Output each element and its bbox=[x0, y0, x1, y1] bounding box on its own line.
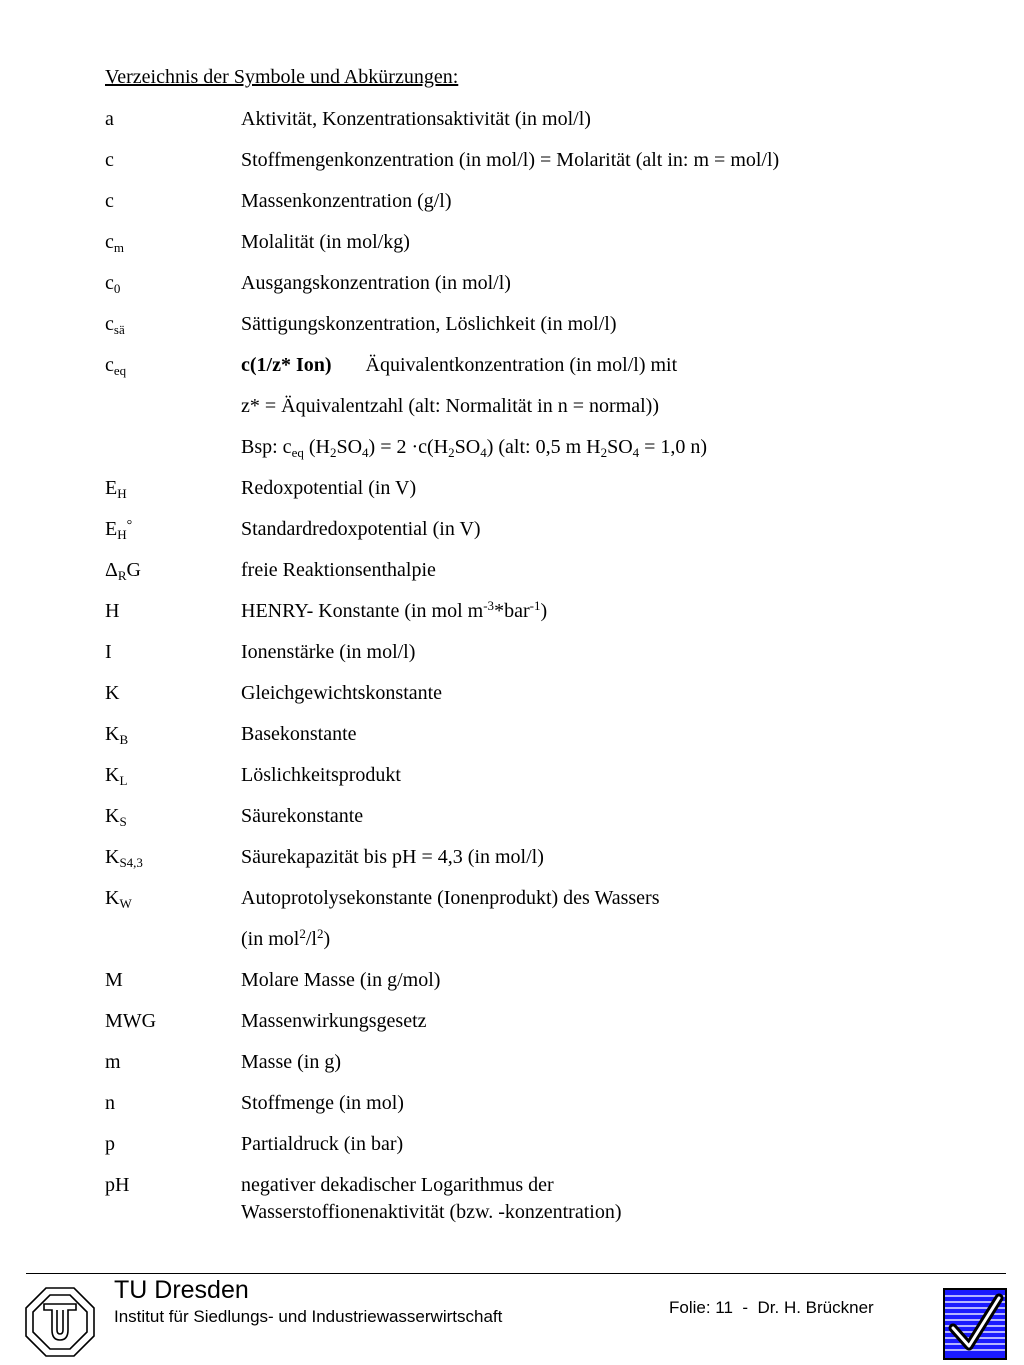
entry-symbol: MWG bbox=[105, 1010, 157, 1032]
entry-row bbox=[105, 475, 985, 502]
entry-symbol: $K_W$ bbox=[105, 887, 132, 911]
entry-description: Massenwirkungsgesetz bbox=[241, 1010, 427, 1032]
entry-symbol: m bbox=[105, 1051, 121, 1073]
entry-row bbox=[105, 762, 985, 789]
entry-description: z* = Äquivalentzahl (alt: Normalität in n = normal)) bbox=[241, 395, 659, 417]
page-heading: Verzeichnis der Symbole und Abkürzungen: bbox=[105, 66, 459, 88]
entry-description: Bsp: $c_{eq}$ $(H_2SO_4) = 2 \cdot c(H_2SO_4)$ (alt: 0,5 m $H_2SO_4 = 1,0$ n) bbox=[241, 436, 708, 460]
entry-description: Autoprotolysekonstante (Ionenprodukt) des Wassers bbox=[241, 887, 660, 909]
equivalent-notation: c(1/z* Ion) bbox=[241, 354, 332, 376]
entry-row bbox=[105, 1172, 985, 1199]
entry-symbol: a bbox=[105, 108, 114, 130]
entry-description: Standardredoxpotential (in V) bbox=[241, 518, 481, 540]
entry-continuation bbox=[105, 926, 985, 953]
entry-symbol: pH bbox=[105, 1174, 130, 1196]
entry-row bbox=[105, 803, 985, 830]
entry-row bbox=[105, 188, 985, 215]
entry-symbol: $c_0$ bbox=[105, 272, 121, 296]
entry-description: (in $mol^2/l^2$) bbox=[241, 926, 331, 950]
entry-row bbox=[105, 557, 985, 584]
entry-symbol: c bbox=[105, 190, 114, 212]
entry-row bbox=[105, 147, 985, 174]
entry-row bbox=[105, 680, 985, 707]
entry-row bbox=[105, 639, 985, 666]
entry-continuation bbox=[105, 1199, 985, 1226]
entry-row bbox=[105, 311, 985, 338]
entry-description: Massenkonzentration (g/l) bbox=[241, 190, 452, 212]
entry-symbol: M bbox=[105, 969, 123, 991]
entry-description: Stoffmenge (in mol) bbox=[241, 1092, 404, 1114]
footer-slide-info: Folie: 11 - Dr. H. Brückner bbox=[669, 1298, 874, 1317]
entry-row bbox=[105, 229, 985, 256]
entry-description: Basekonstante bbox=[241, 723, 357, 745]
entry-continuation bbox=[105, 434, 985, 461]
entry-description: Säurekonstante bbox=[241, 805, 364, 827]
entry-description: Wasserstoffionenaktivität (bzw. -konzentration) bbox=[241, 1201, 622, 1223]
entry-description: c(1/z* Ion) Äquivalentkonzentration (in mol/l) mit bbox=[241, 354, 678, 376]
entry-description: Molare Masse (in g/mol) bbox=[241, 969, 441, 991]
entry-description: HENRY- Konstante (in mol $m^{-3}*bar^{-1}$) bbox=[241, 598, 548, 622]
entry-symbol: $c_{sä}$ bbox=[105, 313, 125, 337]
entry-description: Redoxpotential (in V) bbox=[241, 477, 417, 499]
entry-row bbox=[105, 1049, 985, 1076]
entry-symbol: I bbox=[105, 641, 112, 663]
entry-row bbox=[105, 967, 985, 994]
entry-symbol: H bbox=[105, 600, 120, 622]
entry-row bbox=[105, 1090, 985, 1117]
entry-symbol: $K_B$ bbox=[105, 723, 129, 747]
entry-row bbox=[105, 1008, 985, 1035]
entry-description: Masse (in g) bbox=[241, 1051, 341, 1073]
entry-symbol: $E_H$ bbox=[105, 477, 127, 501]
entry-symbol: $K_L$ bbox=[105, 764, 128, 788]
entry-row bbox=[105, 721, 985, 748]
entry-symbol: $c_m$ bbox=[105, 231, 125, 255]
entry-row bbox=[105, 352, 985, 379]
entry-description: negativer dekadischer Logarithmus der bbox=[241, 1174, 554, 1196]
entry-symbol: $E_H^\circ$ bbox=[105, 518, 133, 542]
entry-description: Sättigungskonzentration, Löslichkeit (in mol/l) bbox=[241, 313, 617, 335]
tu-dresden-logo-icon bbox=[24, 1286, 96, 1358]
entry-row bbox=[105, 885, 985, 912]
entry-symbol: $K_S$ bbox=[105, 805, 127, 829]
entry-symbol: $\Delta_RG$ bbox=[105, 559, 141, 583]
entry-symbol: $c_{eq}$ bbox=[105, 354, 127, 378]
entry-description: Stoffmengenkonzentration (in mol/l) = Molarität (alt in: m = mol/l) bbox=[241, 149, 780, 171]
entry-description: Partialdruck (in bar) bbox=[241, 1133, 404, 1155]
footer-institute-name: Institut für Siedlungs- und Industriewasserwirtschaft bbox=[114, 1307, 503, 1326]
footer-university-name: TU Dresden bbox=[114, 1276, 249, 1304]
entry-description: Säurekapazität bis pH = 4,3 (in mol/l) bbox=[241, 846, 544, 868]
entry-description: Molalität (in mol/kg) bbox=[241, 231, 410, 253]
entry-description: Ausgangskonzentration (in mol/l) bbox=[241, 272, 511, 294]
entry-row bbox=[105, 516, 985, 543]
entry-row bbox=[105, 1131, 985, 1158]
entry-symbol: c bbox=[105, 149, 114, 171]
entry-symbol: n bbox=[105, 1092, 115, 1114]
entry-row bbox=[105, 270, 985, 297]
entry-description: Löslichkeitsprodukt bbox=[241, 764, 401, 786]
entry-description: freie Reaktionsenthalpie bbox=[241, 559, 436, 581]
checkmark-logo-icon bbox=[943, 1288, 1007, 1360]
entry-continuation bbox=[105, 393, 985, 420]
entry-symbol: $K_{S4,3}$ bbox=[105, 846, 143, 870]
entry-symbol: p bbox=[105, 1133, 115, 1155]
entry-description: Aktivität, Konzentrationsaktivität (in mol/l) bbox=[241, 108, 591, 130]
entry-row bbox=[105, 598, 985, 625]
entry-row bbox=[105, 844, 985, 871]
footer-divider bbox=[26, 1273, 1006, 1274]
entry-description: Gleichgewichtskonstante bbox=[241, 682, 443, 704]
entry-description: Ionenstärke (in mol/l) bbox=[241, 641, 416, 663]
entry-symbol: K bbox=[105, 682, 120, 704]
entry-row bbox=[105, 106, 985, 133]
